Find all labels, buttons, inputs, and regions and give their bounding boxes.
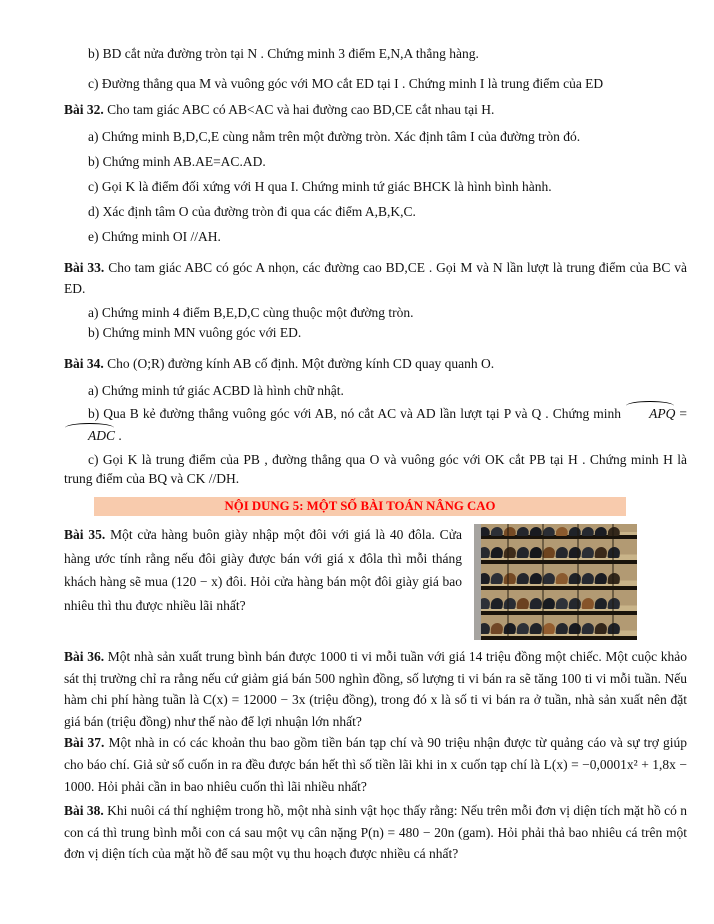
equals-sign: =: [675, 406, 687, 421]
problem-38-body: Khi nuôi cá thí nghiệm trong hồ, một nhà sinh vật học thấy rằng: Nếu trên mỗi đơn vị diện tích mặt hồ có n con cá thì trung bình mỗi con cá sau một vụ cân nặng P(n) = 480 − 20n (gam). Hỏi phải thả bao nhiêu cá trên một đơn vị diện tích của mặt hồ để sau một vụ thu hoạch được nhiều cá nhất?: [64, 803, 687, 862]
angle-APQ: APQ: [625, 403, 675, 425]
problem-34: [64, 353, 687, 488]
problem31-item-c: c) Đường thẳng qua M và vuông góc với MO cắt ED tại I . Chứng minh I là trung điểm của ED: [88, 76, 604, 91]
problem-34-intro: [64, 353, 687, 375]
problem-33-item-b: b) Chứng minh MN vuông góc với ED.: [88, 324, 302, 340]
problem-32-item-e: e) Chứng minh OI //AH.: [88, 229, 221, 244]
problem-33-intro: [64, 257, 687, 299]
problem-32-item-c: c) Gọi K là điểm đối xứng với H qua I. Chứng minh tứ giác BHCK là hình bình hành.: [88, 179, 552, 194]
problem-37-label: Bài 37.: [64, 735, 105, 751]
problem-35: [64, 523, 687, 617]
problem-32: [64, 98, 687, 249]
problem-33-intro-text: Cho tam giác ABC có góc A nhọn, các đường cao BD,CE . Gọi M và N lần lượt là trung điểm của BC và ED.: [64, 260, 687, 296]
section-header-band: [94, 497, 626, 516]
problem-34-label: Bài 34.: [64, 356, 104, 371]
problem-34-item-a: a) Chứng minh tứ giác ACBD là hình chữ nhật.: [88, 383, 344, 398]
problem-34-item-b-text: b) Qua B kẻ đường thẳng vuông góc với AB, nó cắt AC và AD lần lượt tại P và Q . Chứng minh: [88, 406, 626, 421]
problem-35-label: Bài 35.: [64, 527, 106, 542]
problem-36-label: Bài 36.: [64, 649, 105, 664]
problem-38-paragraph: [64, 800, 687, 865]
problem-37-paragraph: [64, 732, 687, 797]
section-header-title: NỘI DUNG 5: MỘT SỐ BÀI TOÁN NÂNG CAO: [224, 499, 496, 513]
angle-ADC: ADC: [64, 425, 115, 447]
problem31-item-b: b) BD cắt nửa đường tròn tại N . Chứng minh 3 điểm E,N,A thẳng hàng.: [88, 46, 479, 61]
problem-32-label: Bài 32.: [64, 102, 104, 117]
problem-34-item-b: [64, 403, 687, 447]
problem-33: [64, 257, 687, 342]
problem-34-item-c: c) Gọi K là trung điểm của PB , đường thẳng qua O và vuông góc với OK cắt PB tại H . Chứng minh H là trung điểm của BQ và CK //DH.: [64, 452, 687, 486]
problem-32-item-a: a) Chứng minh B,D,C,E cùng nằm trên một đường tròn. Xác định tâm I của đường tròn đó.: [88, 129, 581, 144]
problem-35-body: Một cửa hàng buôn giày nhập một đôi với giá là 40 đôla. Cửa hàng ước tính rằng nếu đôi giày được bán với giá x đôla thì mỗi tháng khách hàng sẽ mua (120 − x) đôi. Hỏi cửa hàng bán một đôi giày giá bao nhiêu thì thu được nhiều lãi nhất?: [64, 527, 462, 613]
photo-shelf-row: [474, 539, 637, 564]
problem-33-label: Bài 33.: [64, 260, 105, 275]
problem-34-intro-text: Cho (O;R) đường kính AB cố định. Một đường kính CD quay quanh O.: [107, 356, 495, 371]
problem-32-intro-text: Cho tam giác ABC có AB<AC và hai đường cao BD,CE cắt nhau tại H.: [107, 102, 495, 117]
problem-32-item-b: b) Chứng minh AB.AE=AC.AD.: [88, 154, 266, 169]
problem-32-item-d: d) Xác định tâm O của đường tròn đi qua các điểm A,B,K,C.: [88, 204, 416, 219]
shoes-shelves-photo: [474, 524, 637, 640]
problem-33-item-a: a) Chứng minh 4 điểm B,E,D,C cùng thuộc một đường tròn.: [88, 305, 414, 320]
problem-37-body: Một nhà in có các khoản thu bao gồm tiền bán tạp chí và 90 triệu nhận được từ quảng cáo và sự trợ giúp cho báo chí. Giả sử số cuốn in ra đều được bán hết thì số tiền lãi khi in x cuốn tạp chí là L(x) = −0,0001x² + 1,8x − 1000. Hỏi phải cần in bao nhiêu cuốn thì lãi nhiều nhất?: [64, 735, 687, 794]
problem-36-body: Một nhà sản xuất trung bình bán được 1000 ti vi mỗi tuần với giá 14 triệu đồng một chiếc. Một cuộc khảo sát thị trường chỉ ra rằng nếu cứ giảm giá bán 500 nghìn đồng, số lượng ti vi bán ra sẽ tăng 100 ti vi mỗi tuần. Nếu hàm chi phí hàng tuần là C(x) = 12000 − 3x (triệu đồng), trong đó x là số ti vi bán ra ở tuần, nhà sản xuất nên đặt giá bán (triệu đồng) như thế nào để lợi nhuận lớn nhất?: [64, 649, 687, 729]
photo-wall-pillar: [474, 524, 481, 640]
photo-shelf-row: [474, 524, 637, 539]
problem-36-paragraph: [64, 646, 687, 732]
photo-shelf-row: [474, 615, 637, 640]
problem-34-item-b-end: .: [115, 428, 122, 443]
photo-shelf-row: [474, 590, 637, 615]
problem-38-label: Bài 38.: [64, 803, 104, 819]
problem-32-intro: [64, 98, 687, 122]
photo-shelf-row: [474, 564, 637, 589]
